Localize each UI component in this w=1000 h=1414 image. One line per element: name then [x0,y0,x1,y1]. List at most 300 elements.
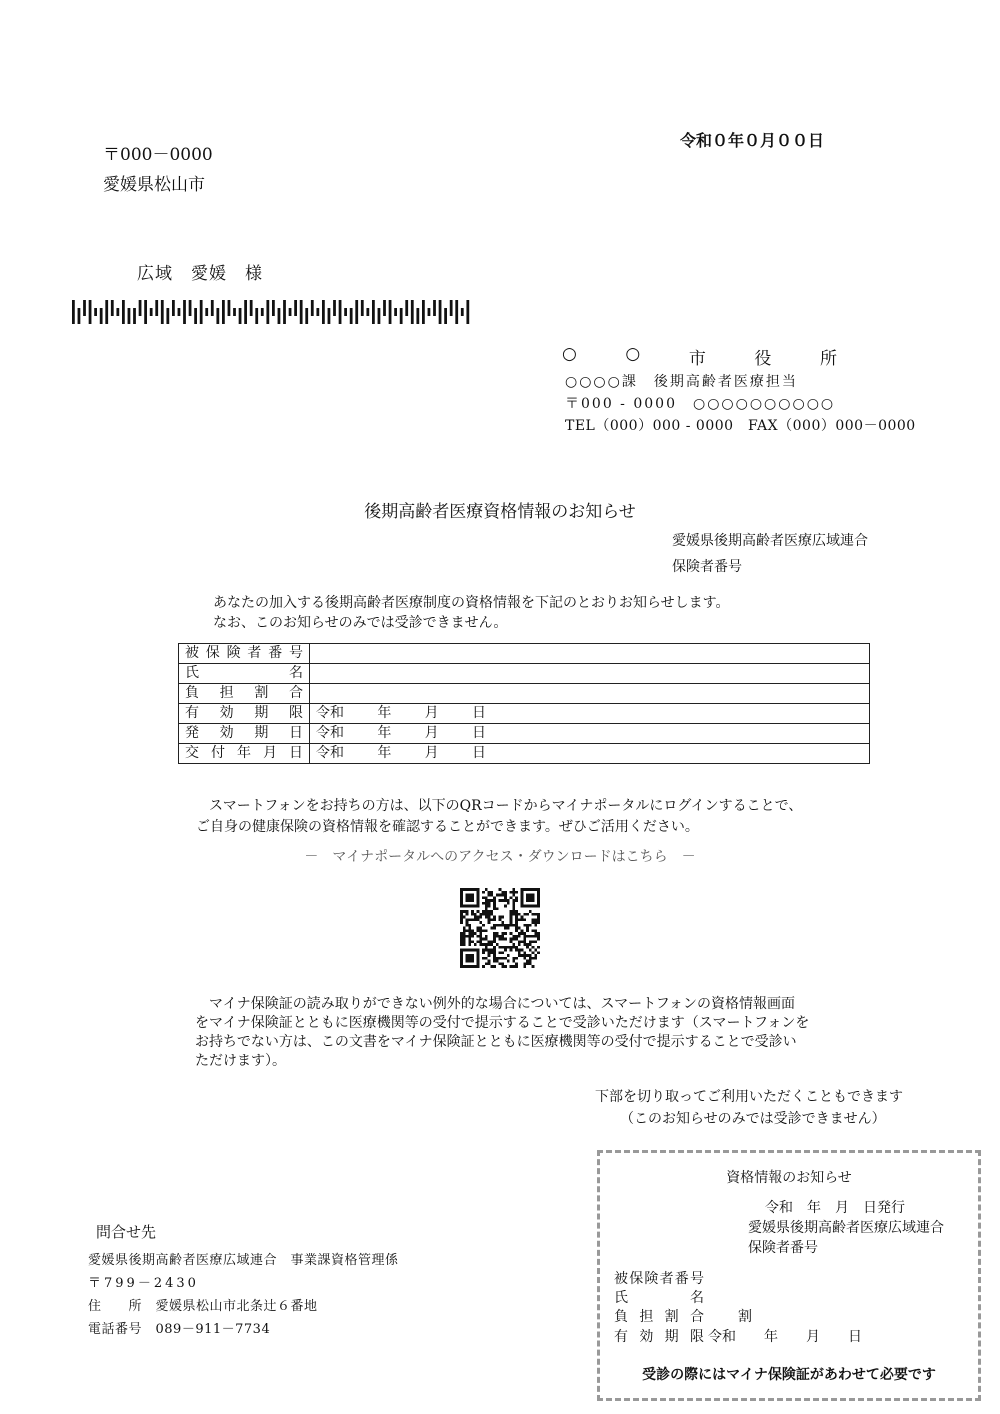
card-row-label: 被保険者番号 [614,1271,704,1287]
qr-module [460,916,463,919]
qr-module [518,935,521,938]
qr-module [488,921,491,924]
qr-module [496,907,499,910]
barcode-bar [294,300,297,316]
qr-module [493,927,496,930]
qr-module [485,899,488,902]
customer-barcode [72,300,472,324]
qr-module [507,899,510,902]
barcode-bar [155,300,158,316]
qr-module [504,899,507,902]
qr-module [501,938,504,941]
qr-module [496,894,499,897]
card-row-label: 氏名 [614,1290,704,1306]
table-row [179,744,870,764]
qr-module [515,921,518,924]
barcode-bar [344,308,347,316]
table-row [179,684,870,704]
barcode-bar [122,300,125,324]
qr-module [499,935,502,938]
qr-module [490,949,493,952]
qr-module [490,894,493,897]
qr-module [499,951,502,954]
qr-module [512,888,515,891]
union-name: 愛媛県後期高齢者医療広域連合 [672,533,868,549]
qr-module [488,918,491,921]
qr-module [463,935,466,938]
qr-module [490,891,493,894]
barcode-bar [350,308,353,324]
qr-module [504,946,507,949]
barcode-bar [444,308,447,324]
qr-module [523,962,526,965]
card-title: 資格情報のお知らせ [726,1170,852,1186]
qr-module [460,918,463,921]
qr-module [512,905,515,908]
qr-module [534,954,537,957]
qr-module [529,910,532,913]
qr-module [518,918,521,921]
qr-module [512,910,515,913]
qr-module [512,965,515,968]
qr-module [507,946,510,949]
qr-module [493,951,496,954]
qr-module [504,894,507,897]
qr-module [466,929,469,932]
qr-module [493,949,496,952]
qr-module [510,916,513,919]
qr-module [526,929,529,932]
qr-module [507,902,510,905]
qr-module [496,924,499,927]
qr-module [512,894,515,897]
qr-module [504,927,507,930]
barcode-bar [300,300,303,324]
qr-module [474,913,477,916]
barcode-bar [89,300,92,324]
barcode-bar [100,308,103,324]
qr-module [523,943,526,946]
card-row-value: 令和 年 月 日 [708,1329,862,1345]
qr-module [485,946,488,949]
card-row-label: 負担割合 [614,1309,704,1325]
qr-module [488,899,491,902]
myna-portal-qr-code[interactable] [460,888,540,968]
qr-module [501,951,504,954]
qr-module [510,965,513,968]
barcode-bar [433,300,436,316]
qr-module [471,929,474,932]
barcode-bar [205,308,208,316]
qr-module [501,962,504,965]
row-label: 被保険者番号 [179,644,310,664]
qr-module [504,905,507,908]
barcode-bar [372,300,375,324]
qr-module [477,940,480,943]
qr-module [463,938,466,941]
barcode-bar [255,308,258,324]
qr-module [501,894,504,897]
qr-module [463,932,466,935]
qr-module [490,918,493,921]
qr-module [482,913,485,916]
barcode-bar [389,300,392,324]
barcode-bar [239,308,242,324]
qr-module [485,896,488,899]
year-label: 年 [377,705,392,721]
qr-module [510,924,513,927]
qr-module [460,943,463,946]
qr-module [485,913,488,916]
qr-module [471,932,474,935]
barcode-bar [183,300,186,324]
qr-module [510,949,513,952]
qr-module [529,962,532,965]
qr-module [504,965,507,968]
qr-module [523,938,526,941]
qr-module [518,940,521,943]
qr-module [532,946,535,949]
qr-module [510,891,513,894]
qr-module [485,907,488,910]
qr-module [468,918,471,921]
barcode-bar [328,308,331,324]
barcode-bar [78,308,81,324]
qr-module [488,949,491,952]
qr-module [512,913,515,916]
qr-module [493,946,496,949]
month-label: 月 [424,725,439,741]
qr-module [501,946,504,949]
qr-module [518,943,521,946]
qr-module [477,910,480,913]
qr-module [510,910,513,913]
qr-module [499,957,502,960]
qr-module [468,938,471,941]
qr-module [512,907,515,910]
qr-module [488,943,491,946]
qr-module [479,921,482,924]
qr-module [493,924,496,927]
qr-module [479,938,482,941]
issuer-postal-address: 〒000 - 0000 ○○○○○○○○○○ [565,396,836,412]
barcode-bar [194,308,197,324]
qr-module [532,957,535,960]
row-value [310,644,870,664]
qr-module [499,962,502,965]
qr-module [515,899,518,902]
qr-module [466,921,469,924]
qr-module [490,913,493,916]
qr-module [488,954,491,957]
qr-module [515,891,518,894]
qr-module [493,935,496,938]
row-label: 発効期日 [179,724,310,744]
qr-module [482,896,485,899]
qr-module [512,946,515,949]
recipient-address: 愛媛県松山市 [103,175,205,195]
qr-module [526,962,529,965]
qr-module [510,940,513,943]
issuer-department: ○○○○課 後期高齢者医療担当 [565,374,798,390]
card-insurer-number-label: 保険者番号 [748,1240,818,1256]
qr-module [504,957,507,960]
note-line: マイナ保険証の読み取りができない例外的な場合については、スマートフォンの資格情報画面 [195,996,796,1012]
qr-module [468,940,471,943]
qr-module [515,949,518,952]
barcode-bar [394,308,397,316]
issuer-name-char: ○ [562,344,577,364]
barcode-bar [339,300,342,324]
qr-module [526,954,529,957]
qr-module [499,938,502,941]
era-label: 令和 [316,725,344,741]
qr-module [479,916,482,919]
barcode-bar [150,308,153,316]
table-row [179,724,870,744]
barcode-bar [139,300,142,316]
qr-module [532,921,535,924]
qr-module [474,916,477,919]
qr-module [485,938,488,941]
qr-module [490,951,493,954]
barcode-bar [355,300,358,324]
qr-module [460,938,463,941]
qr-module [534,913,537,916]
qr-module [532,940,535,943]
qr-module [515,918,518,921]
qr-module [488,905,491,908]
qr-module [488,951,491,954]
qr-module [463,940,466,943]
issue-date: 令和０年０月００日 [680,131,825,150]
qr-module [477,935,480,938]
barcode-bar [316,308,319,316]
day-label: 日 [471,705,486,721]
qr-module [501,921,504,924]
year-label: 年 [377,745,392,761]
qr-module [521,940,524,943]
qr-module [501,916,504,919]
qr-module [485,962,488,965]
qr-module [485,957,488,960]
qr-module [518,954,521,957]
cut-out-card [597,1150,981,1401]
qr-module [466,918,469,921]
era-label: 令和 [316,705,344,721]
qr-module [537,935,540,938]
qr-module [501,924,504,927]
qr-module [482,924,485,927]
card-row [614,1287,708,1307]
qr-module [518,951,521,954]
card-row [614,1306,752,1326]
qr-module [485,916,488,919]
qr-module [523,924,526,927]
qr-module [537,951,540,954]
qr-module [460,935,463,938]
qr-module [463,916,466,919]
barcode-bar [466,300,469,324]
qr-module [510,921,513,924]
contact-postal: 〒799－2430 [88,1276,199,1291]
barcode-bar [244,300,247,324]
qr-module [496,960,499,963]
qr-module [477,918,480,921]
qr-module [532,935,535,938]
barcode-bar [266,300,269,324]
qr-module [534,940,537,943]
year-label: 年 [377,725,392,741]
qr-module [468,932,471,935]
barcode-bar [455,300,458,324]
qr-module [512,957,515,960]
barcode-bar [333,300,336,316]
qr-module [490,927,493,930]
qr-module [523,935,526,938]
card-row-value: 割 [738,1309,752,1325]
qr-module [493,902,496,905]
barcode-bar [211,300,214,316]
barcode-bar [261,308,264,316]
qr-module [515,957,518,960]
qr-module [490,940,493,943]
card-footer-notice: 受診の際にはマイナ保険証があわせて必要です [642,1367,936,1383]
qr-module [534,924,537,927]
qr-module [512,891,515,894]
qr-module [518,913,521,916]
qr-finder [466,954,474,962]
barcode-bar [133,308,136,324]
barcode-bar [361,300,364,316]
qr-module [510,918,513,921]
qr-module [471,913,474,916]
qr-module [490,943,493,946]
qr-module [532,918,535,921]
qr-module [537,916,540,919]
qr-module [523,957,526,960]
qr-module [488,910,491,913]
qr-module [521,918,524,921]
qr-module [493,965,496,968]
qr-module [526,924,529,927]
qr-module [501,957,504,960]
qr-module [523,951,526,954]
qr-module [463,929,466,932]
barcode-bar [366,308,369,316]
barcode-bar [83,300,86,316]
qr-module [479,940,482,943]
qr-module [537,921,540,924]
qr-module [512,943,515,946]
barcode-bar [111,300,114,316]
qr-finder [526,894,534,902]
qr-module [463,927,466,930]
row-label: 有効期限 [179,704,310,724]
qr-module [479,927,482,930]
qr-module [477,927,480,930]
issuer-name-char: ○ [625,344,641,364]
day-label: 日 [471,725,486,741]
row-value [310,744,870,764]
qr-module [534,932,537,935]
qr-module [499,946,502,949]
qr-module [529,949,532,952]
qr-module [515,938,518,941]
barcode-bar [178,308,181,316]
qr-module [468,943,471,946]
qr-module [515,924,518,927]
contact-phone: 電話番号 089－911－7734 [88,1322,271,1337]
qr-module [504,949,507,952]
qr-module [493,916,496,919]
barcode-bar [144,300,147,324]
cut-out-note: （このお知らせのみでは受診できません） [620,1111,886,1127]
barcode-bar [416,308,419,324]
qr-module [479,913,482,916]
barcode-bar [166,308,169,324]
qr-module [482,943,485,946]
qr-module [488,962,491,965]
qr-module [504,891,507,894]
qr-module [471,918,474,921]
qr-module [515,965,518,968]
qr-module [534,935,537,938]
barcode-bar [311,300,314,316]
qr-module [493,938,496,941]
barcode-bar [116,308,119,316]
qr-module [493,918,496,921]
barcode-bar [94,308,97,316]
barcode-bar [383,300,386,316]
qr-module [510,946,513,949]
qr-module [493,932,496,935]
contact-heading: 問合せ先 [96,1223,157,1241]
barcode-bar [400,308,403,324]
qr-module [537,938,540,941]
qr-module [501,935,504,938]
barcode-bar [289,308,292,316]
qr-module [474,918,477,921]
qr-module [501,891,504,894]
qr-module [485,949,488,952]
qr-module [474,943,477,946]
qr-module [512,938,515,941]
qr-module [460,913,463,916]
qr-module [532,951,535,954]
qr-module [493,960,496,963]
qr-module [493,954,496,957]
day-label: 日 [471,745,486,761]
qr-module [488,891,491,894]
qr-module [515,927,518,930]
qr-module [526,943,529,946]
qr-module [493,905,496,908]
intro-text: あなたの加入する後期高齢者医療制度の資格情報を下記のとおりお知らせします。 [213,595,730,611]
qr-module [529,957,532,960]
qr-module [499,918,502,921]
qr-module [510,932,513,935]
eligibility-info-table [178,643,870,764]
barcode-bar [405,300,408,316]
qr-module [488,894,491,897]
barcode-bar [161,300,164,324]
qr-module [496,943,499,946]
card-row [614,1326,862,1346]
card-issue-date: 令和 年 月 日発行 [765,1200,905,1216]
issuer-name-char: 市 [688,349,706,369]
barcode-bar [72,300,75,324]
